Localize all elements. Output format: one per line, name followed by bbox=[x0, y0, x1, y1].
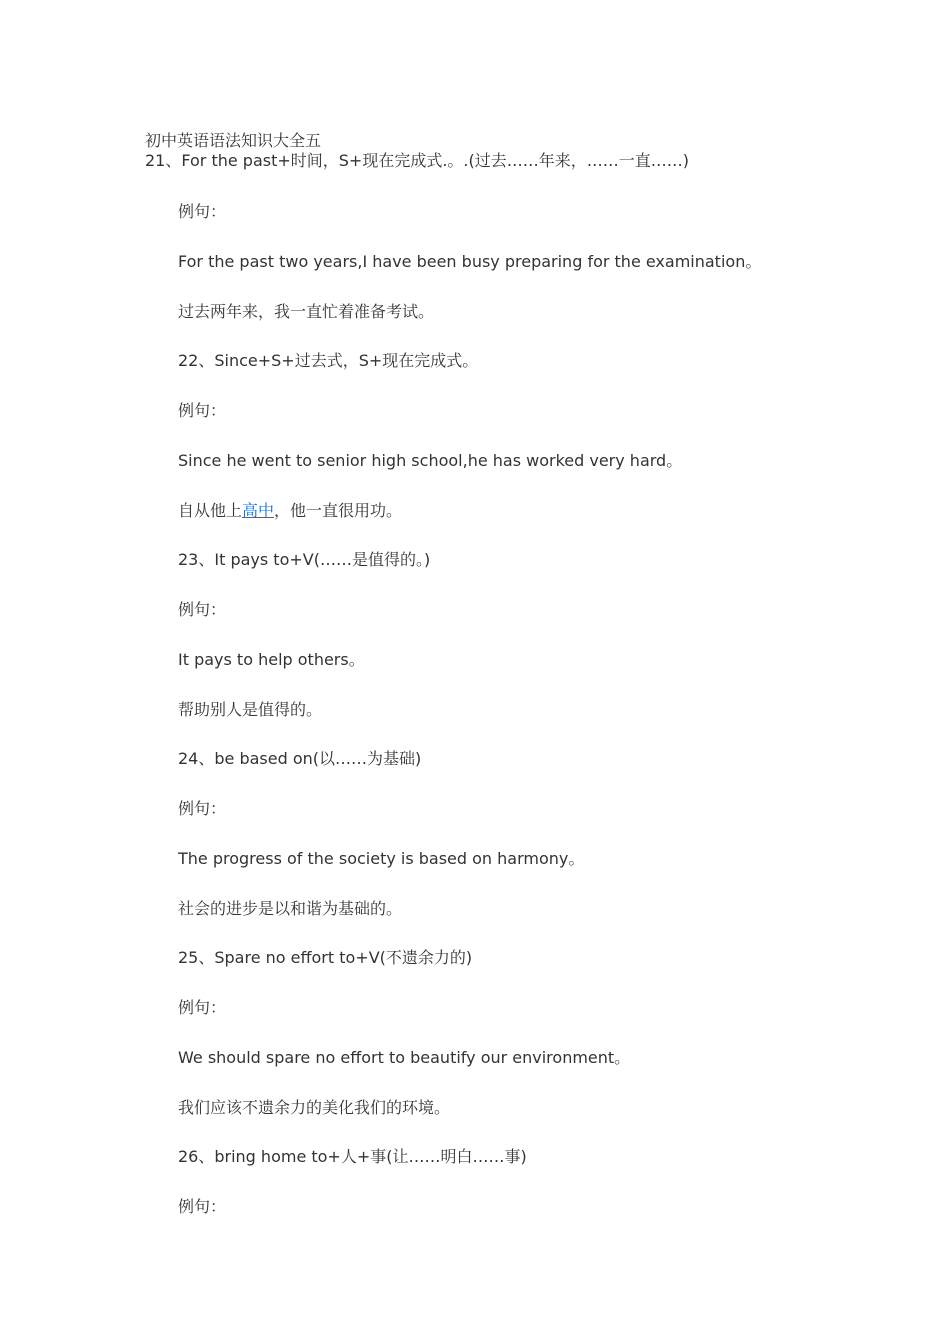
example-chinese-21: 过去两年来，我一直忙着准备考试。 bbox=[178, 302, 435, 321]
example-label-23: 例句： bbox=[178, 600, 227, 619]
example-english-22: Since he went to senior high school,he has worked very hard。 bbox=[178, 451, 683, 470]
example-label-24: 例句： bbox=[178, 799, 227, 818]
example-label-22: 例句： bbox=[178, 401, 227, 420]
chinese-text-after-link: ，他一直很用功。 bbox=[274, 501, 403, 520]
example-label-21: 例句： bbox=[178, 202, 227, 221]
example-label-25: 例句： bbox=[178, 998, 227, 1017]
document-title: 初中英语语法知识大全五 bbox=[145, 131, 322, 150]
item-heading-23: 23、It pays to+V(……是值得的。) bbox=[178, 550, 431, 569]
item-heading-24: 24、be based on(以……为基础) bbox=[178, 749, 422, 768]
item-heading-22: 22、Since+S+过去式，S+现在完成式。 bbox=[178, 351, 479, 370]
example-chinese-24: 社会的进步是以和谐为基础的。 bbox=[178, 899, 403, 918]
item-heading-26: 26、bring home to+人+事(让……明白……事) bbox=[178, 1147, 527, 1166]
example-english-23: It pays to help others。 bbox=[178, 650, 365, 669]
example-label-26: 例句： bbox=[178, 1197, 227, 1216]
item-heading-21: 21、For the past+时间，S+现在完成式.。.(过去……年来，……一直……) bbox=[145, 151, 689, 170]
item-heading-25: 25、Spare no effort to+V(不遗余力的) bbox=[178, 948, 473, 967]
example-chinese-25: 我们应该不遗余力的美化我们的环境。 bbox=[178, 1098, 451, 1117]
example-english-21: For the past two years,I have been busy preparing for the examination。 bbox=[178, 252, 762, 271]
example-english-24: The progress of the society is based on harmony。 bbox=[178, 849, 585, 868]
example-chinese-23: 帮助别人是值得的。 bbox=[178, 700, 323, 719]
chinese-text-before-link: 自从他上 bbox=[178, 501, 243, 520]
senior-high-school-link[interactable]: 高中 bbox=[242, 501, 275, 520]
example-english-25: We should spare no effort to beautify our environment。 bbox=[178, 1048, 631, 1067]
example-chinese-22 bbox=[178, 500, 402, 522]
